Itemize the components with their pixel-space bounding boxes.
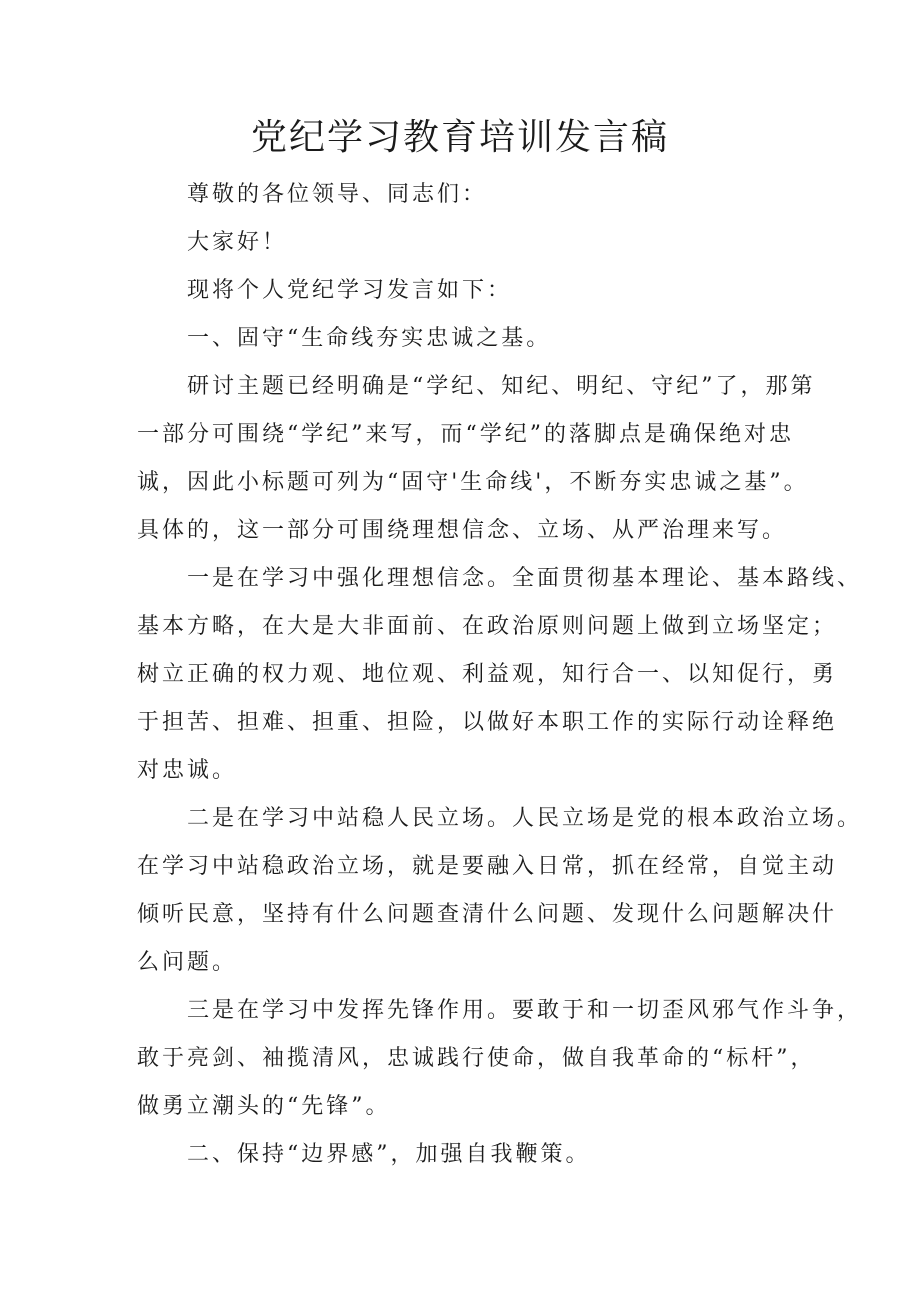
paragraph-line: 在学习中站稳政治立场，就是要融入日常，抓在经常，自觉主动 <box>137 854 838 879</box>
section-heading-2: 二、保持“边界感”，加强自我鞭策。 <box>187 1142 591 1167</box>
paragraph-line: 诚，因此小标题可列为“固守'生命线'，不断夯实忠诚之基”。 <box>137 470 809 495</box>
paragraph-line: 于担苦、担难、担重、担险，以做好本职工作的实际行动诠释绝 <box>137 710 838 735</box>
section-heading-1: 一、固守“生命线夯实忠诚之基。 <box>187 326 552 351</box>
paragraph-line: 基本方略，在大是大非面前、在政治原则问题上做到立场坚定； <box>137 614 838 639</box>
paragraph-line: 具体的，这一部分可围绕理想信念、立场、从严治理来写。 <box>137 518 788 543</box>
paragraph-line: 做勇立潮头的“先锋”。 <box>137 1094 391 1119</box>
salutation-line: 尊敬的各位领导、同志们： <box>187 182 488 207</box>
paragraph-line: 研讨主题已经明确是“学纪、知纪、明纪、守纪”了，那第 <box>187 374 816 399</box>
paragraph-line: 二是在学习中站稳人民立场。人民立场是党的根本政治立场。 <box>187 806 863 831</box>
paragraph-line: 敢于亮剑、袖揽清风，忠诚践行使命，做自我革命的“标杆”， <box>137 1046 816 1071</box>
paragraph-line: 倾听民意，坚持有什么问题查清什么问题、发现什么问题解决什 <box>137 902 838 927</box>
document-title: 党纪学习教育培训发言稿 <box>250 117 669 158</box>
paragraph-line: 么问题。 <box>137 950 238 975</box>
paragraph-line: 三是在学习中发挥先锋作用。要敢于和一切歪风邪气作斗争， <box>187 998 863 1023</box>
paragraph-line: 一部分可围绕“学纪”来写，而“学纪”的落脚点是确保绝对忠 <box>137 422 794 447</box>
greeting-line: 大家好！ <box>187 230 288 255</box>
paragraph-line: 对忠诚。 <box>137 758 238 783</box>
intro-line: 现将个人党纪学习发言如下： <box>187 278 513 303</box>
paragraph-line: 树立正确的权力观、地位观、利益观，知行合一、以知促行，勇 <box>137 662 838 687</box>
paragraph-line: 一是在学习中强化理想信念。全面贯彻基本理论、基本路线、 <box>187 566 863 591</box>
